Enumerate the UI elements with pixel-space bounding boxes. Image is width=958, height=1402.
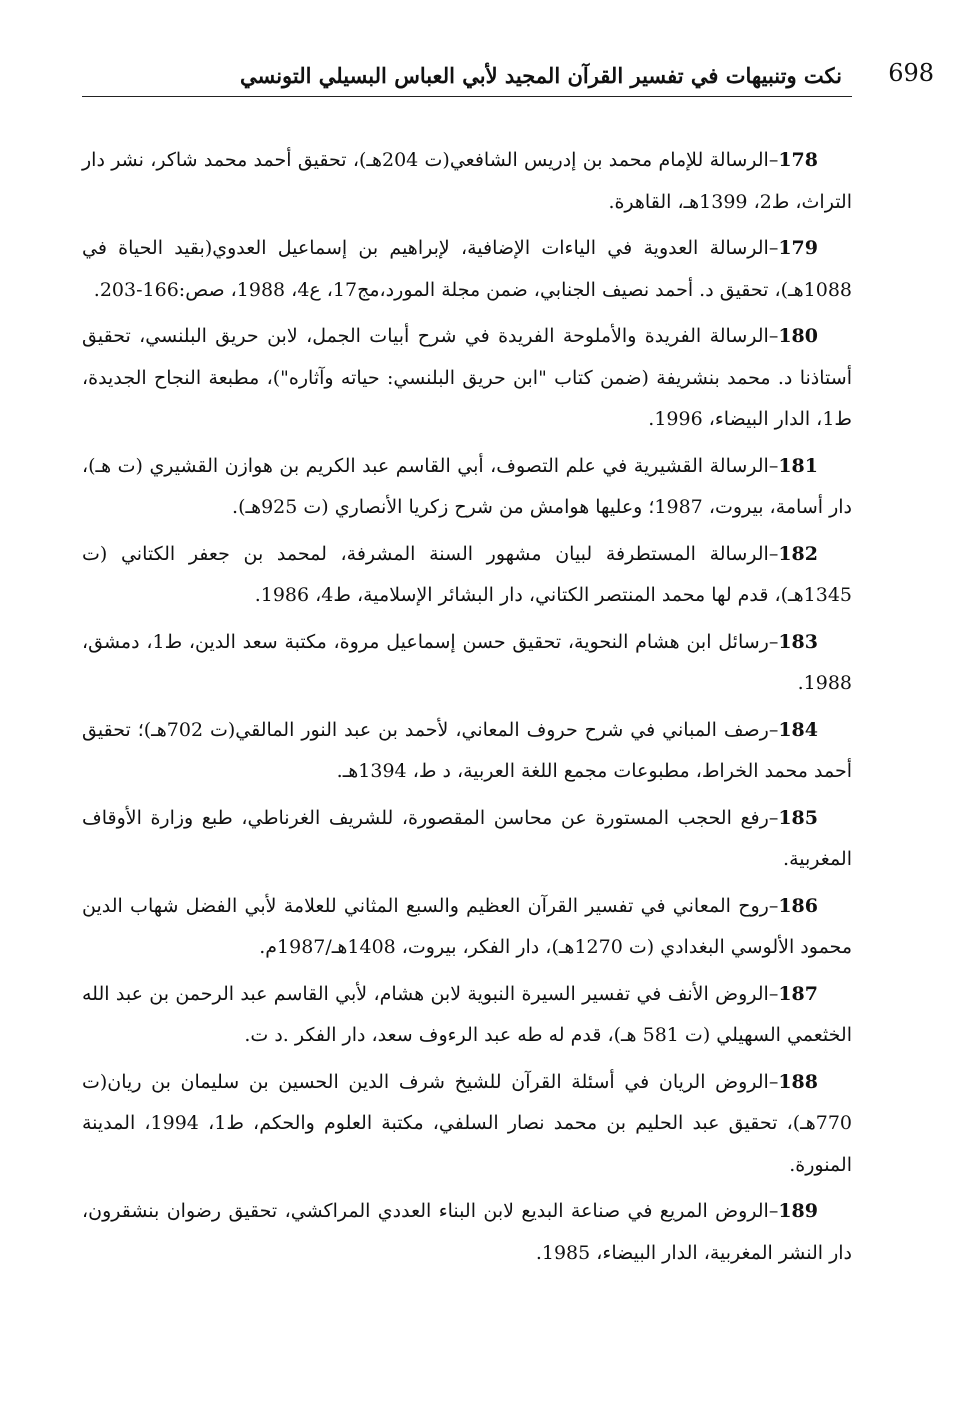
reference-text: –رسائل ابن هشام النحوية، تحقيق حسن إسماعيل مروة، مكتبة سعد الدين، ط1، دمشق، 1988.: [82, 630, 852, 694]
reference-number: 186: [778, 894, 818, 917]
reference-text: –رفع الحجب المستورة عن محاسن المقصورة، للشريف الغرناطي، طبع وزارة الأوقاف المغربية.: [82, 806, 852, 870]
header-divider: [82, 96, 852, 97]
page-number: 698: [888, 59, 934, 87]
reference-entry: [82, 446, 852, 529]
reference-number: 184: [778, 718, 818, 741]
reference-text: –الرسالة القشيرية في علم التصوف، أبي القاسم عبد الكريم بن هوازن القشيري (ت هـ)، دار أسامة، بيروت، 1987؛ وعليها هوامش من شرح زكريا الأنصاري (ت 925هـ).: [82, 454, 852, 518]
reference-entry: [82, 886, 852, 969]
reference-text: –الرسالة للإمام محمد بن إدريس الشافعي(ت 204هـ)، تحقيق أحمد محمد شاكر، نشر دار التراث، ط2، 1399هـ، القاهرة.: [82, 149, 852, 213]
reference-text: –رصف المباني في شرح حروف المعاني، لأحمد بن عبد النور المالقي(ت 702هـ)؛ تحقيق أحمد محمد الخراط، مطبوعات مجمع اللغة العربية، د ط، 1394هـ.: [82, 718, 852, 782]
reference-entry: [82, 798, 852, 881]
reference-entry: [82, 140, 852, 223]
reference-text: –روح المعاني في تفسير القرآن العظيم والسبع المثاني للعلامة لأبي الفضل شهاب الدين محمود الألوسي البغدادي (ت 1270هـ)، دار الفكر، بيروت، 1408هـ/1987م.: [82, 894, 852, 958]
reference-entry: [82, 1062, 852, 1187]
reference-entry: [82, 1191, 852, 1274]
reference-number: 179: [778, 237, 818, 259]
reference-text: –الروض الأنف في تفسير السيرة النبوية لابن هشام، لأبي القاسم عبد الرحمن بن عبد الله الخثعمي السهيلي (ت 581 هـ)، قدم له طه عبد الرءوف سعد، دار الفكر .د ت.: [82, 982, 852, 1046]
reference-text: –الرسالة المستطرفة لبيان مشهور السنة المشرفة، لمحمد بن جعفر الكتاني (ت 1345هـ)، قدم لها محمد المنتصر الكتاني، دار البشائر الإسلامية، ط4، 1986.: [82, 542, 852, 606]
reference-entry: [82, 710, 852, 793]
reference-number: 189: [778, 1200, 818, 1222]
reference-text: –الروض الريان في أسئلة القرآن للشيخ شرف الدين الحسين بن سليمان بن ريان(ت 770هـ)، تحقيق عبد الحليم بن محمد نصار السلفي، مكتبة العلوم والحكم، ط1، 1994، المدينة المنورة.: [82, 1070, 852, 1176]
reference-entry: [82, 534, 852, 617]
reference-number: 181: [778, 454, 818, 477]
reference-number: 180: [778, 325, 818, 347]
reference-entry: [82, 974, 852, 1057]
reference-number: 187: [778, 982, 818, 1005]
reference-entry: [82, 622, 852, 705]
bibliography-list: [82, 140, 852, 1279]
reference-text: –الروض المريع في صناعة البديع لابن البناء العددي المراكشي، تحقيق رضوان بنشقرون، دار النشر المغربية، الدار البيضاء، 1985.: [82, 1200, 852, 1264]
reference-number: 178: [778, 149, 818, 171]
reference-number: 188: [778, 1070, 818, 1093]
reference-entry: [82, 228, 852, 311]
reference-text: –الرسالة العدوية في الياءات الإضافية، لإبراهيم بن إسماعيل العدوي(بقيد الحياة في 1088هـ)، تحقيق د. أحمد نصيف الجنابي، ضمن مجلة المورد،مج17، ع4، 1988، صص:166-203.: [82, 237, 852, 301]
page-header: [82, 56, 934, 100]
running-title: نكت وتنبيهات في تفسير القرآن المجيد لأبي العباس البسيلي التونسي: [239, 63, 842, 88]
reference-entry: [82, 316, 852, 441]
reference-number: 185: [778, 806, 818, 829]
reference-number: 182: [778, 542, 818, 565]
reference-text: –الرسالة الفريدة والأملوحة الفريدة في شرح أبيات الجمل، لابن حريق البلنسي، تحقيق أستاذنا د. محمد بنشريفة (ضمن كتاب "ابن حريق البلنسي: حياته وآثاره")، مطبعة النجاح الجديدة، ط1، الدار البيضاء، 1996.: [82, 325, 852, 430]
reference-number: 183: [778, 630, 818, 653]
